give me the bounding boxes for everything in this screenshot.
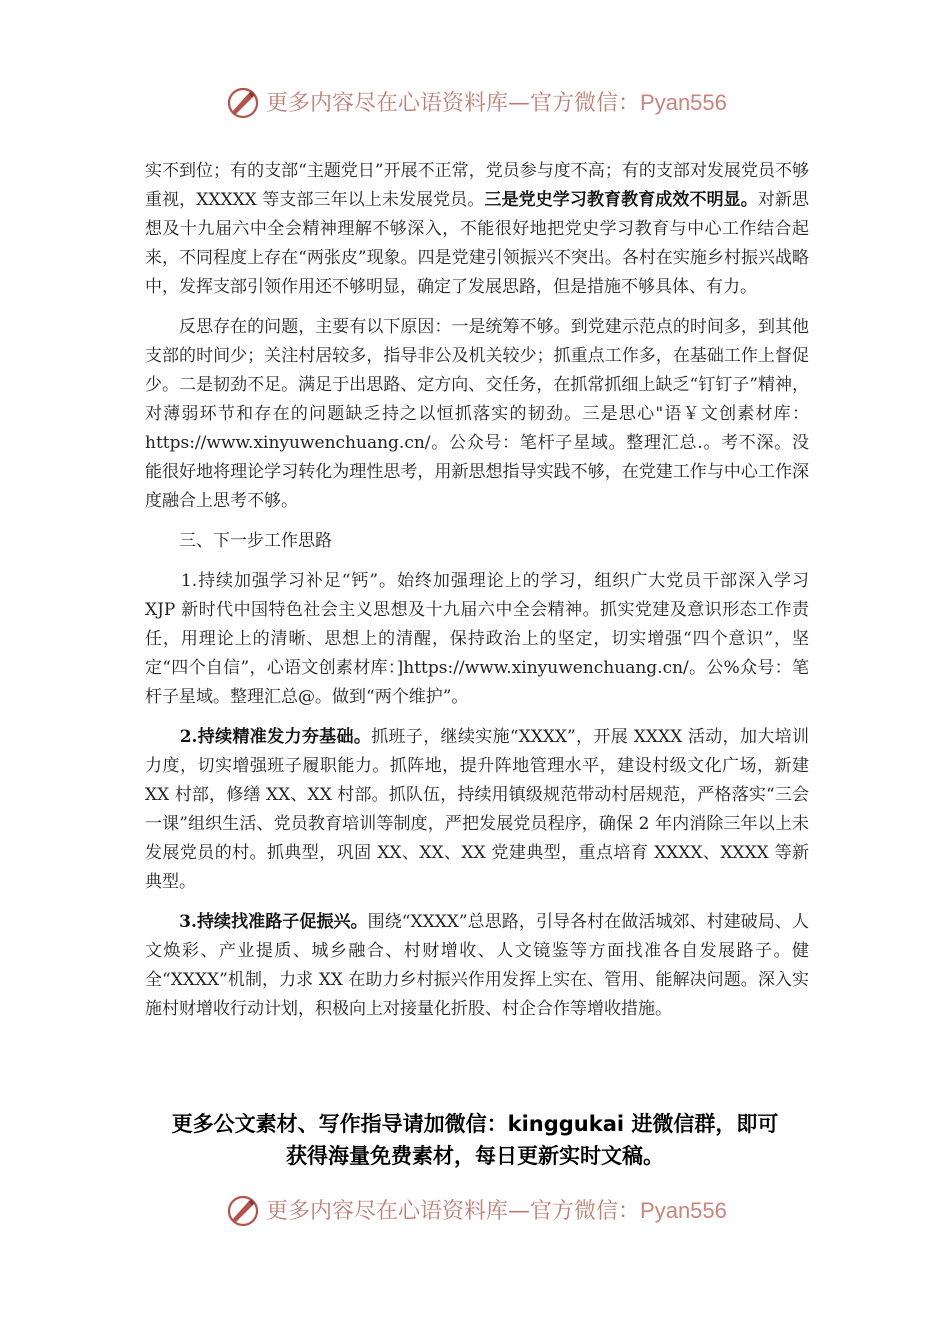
bold-heading: 三是党史学习教育教育成效不明显。: [484, 190, 758, 210]
bold-heading: 2.持续精准发力夯基础。: [179, 727, 372, 747]
text-segment: 三、下一步工作思路: [145, 531, 332, 551]
banner-main-text: 更多内容尽在心语资料库: [266, 91, 509, 116]
banner-wechat-label: 官方微信：: [530, 91, 641, 116]
banner-text: [266, 1196, 727, 1227]
paragraph-point-1: [145, 567, 809, 712]
paragraph-problems: [145, 157, 809, 302]
footer-promo-note: [120, 1108, 830, 1172]
banner-text: [266, 88, 727, 119]
banner-wechat-id: Pyan556: [640, 90, 727, 115]
footer-banner: [0, 1192, 950, 1232]
text-segment: 对新思想及十九届六中全会精神理解不够深入，不能很好地把党史学习教育与中心工作结合起来，不同程度上存在“两张皮”现象。四是党建引领振兴不突出。各村在实施乡村振兴战略中，发挥支部引领作用还不够明显，确定了发展思路，但是措施不够具体、有力。: [145, 190, 810, 297]
bold-heading: 3.持续找准路子促振兴。: [179, 912, 368, 932]
banner-separator: —: [508, 91, 531, 116]
header-banner: [0, 84, 950, 124]
document-body: [145, 157, 809, 1024]
pen-logo-icon: [226, 86, 260, 120]
banner-wechat-id: Pyan556: [640, 1198, 727, 1223]
banner-wechat-label: 官方微信：: [530, 1199, 641, 1224]
banner-main-text: 更多内容尽在心语资料库: [266, 1199, 509, 1224]
footer-note-line-1: 更多公文素材、写作指导请加微信：kinggukai 进微信群，即可: [171, 1112, 779, 1136]
text-segment: 1.持续加强学习补足“钙”。始终加强理论上的学习，组织广大党员干部深入学习 XJP 新时代中国特色社会主义思想及十九届六中全会精神。抓实党建及意识形态工作责任，用理论上的清晰、思想上的清醒，保持政治上的坚定，切实增强“四个意识”，坚定“四个自信”，心语文创素材库：]https://www.xinyuwenchuang.cn/。公%众号：笔杆子星域。整理汇总@。做到“两个维护”。: [145, 571, 809, 707]
banner-separator: —: [508, 1199, 531, 1224]
text-segment: 反思存在的问题，主要有以下原因：一是统筹不够。到党建示范点的时间多，到其他支部的时间少；关注村居较多，指导非公及机关较少；抓重点工作多，在基础工作上督促少。二是韧劲不足。满足于出思路、定方向、交任务，在抓常抓细上缺乏“钉钉子”精神，对薄弱环节和存在的问题缺乏持之以恒抓落实的韧劲。三是思心"语￥文创素材库：https://www.xinyuwenchuang.cn/。公众号：笔杆子星域。整理汇总.。考不深。没能很好地将理论学习转化为理性思考，用新思想指导实践不够，在党建工作与中心工作深度融合上思考不够。: [145, 317, 809, 511]
text-segment: 抓班子，继续实施“XXXX”，开展 XXXX 活动，加大培训力度，切实增强班子履职能力。抓阵地，提升阵地管理水平，建设村级文化广场，新建 XX 村部，修缮 XX、XX 村部。抓队伍，持续用镇级规范带动村居规范，严格落实“三会一课”组织生活、党员教育培训等制度，严把发展党员程序，确保 2 年内消除三年以上未发展党员的村。抓典型，巩固 XX、XX、XX 党建典型，重点培育 XXXX、XXXX 等新典型。: [145, 727, 810, 892]
text-segment: [145, 727, 180, 747]
paragraph-point-2: [145, 723, 809, 897]
paragraph-point-3: [145, 908, 809, 1024]
section-heading: [145, 527, 809, 556]
text-segment: 实不到位；有的支部“主题党日”开展不正常，党员参与度不高；有的支部对发展党员不够重视，XXXXX 等支部三年以上未发展党员。: [145, 161, 809, 210]
text-segment: 围绕“XXXX”总思路，引导各村在做活城郊、村建破局、人文焕彩、产业提质、城乡融合、村财增收、人文镜鉴等方面找准各自发展路子。健全“XXXX”机制，力求 XX 在助力乡村振兴作用发挥上实在、管用、能解决问题。深入实施村财增收行动计划，积极向上对接量化折股、村企合作等增收措施。: [145, 912, 810, 1019]
pen-logo-icon: [226, 1194, 260, 1228]
text-segment: [145, 912, 179, 932]
paragraph-reasons: [145, 313, 809, 516]
footer-note-line-2: 获得海量免费素材，每日更新实时文稿。: [286, 1144, 664, 1168]
